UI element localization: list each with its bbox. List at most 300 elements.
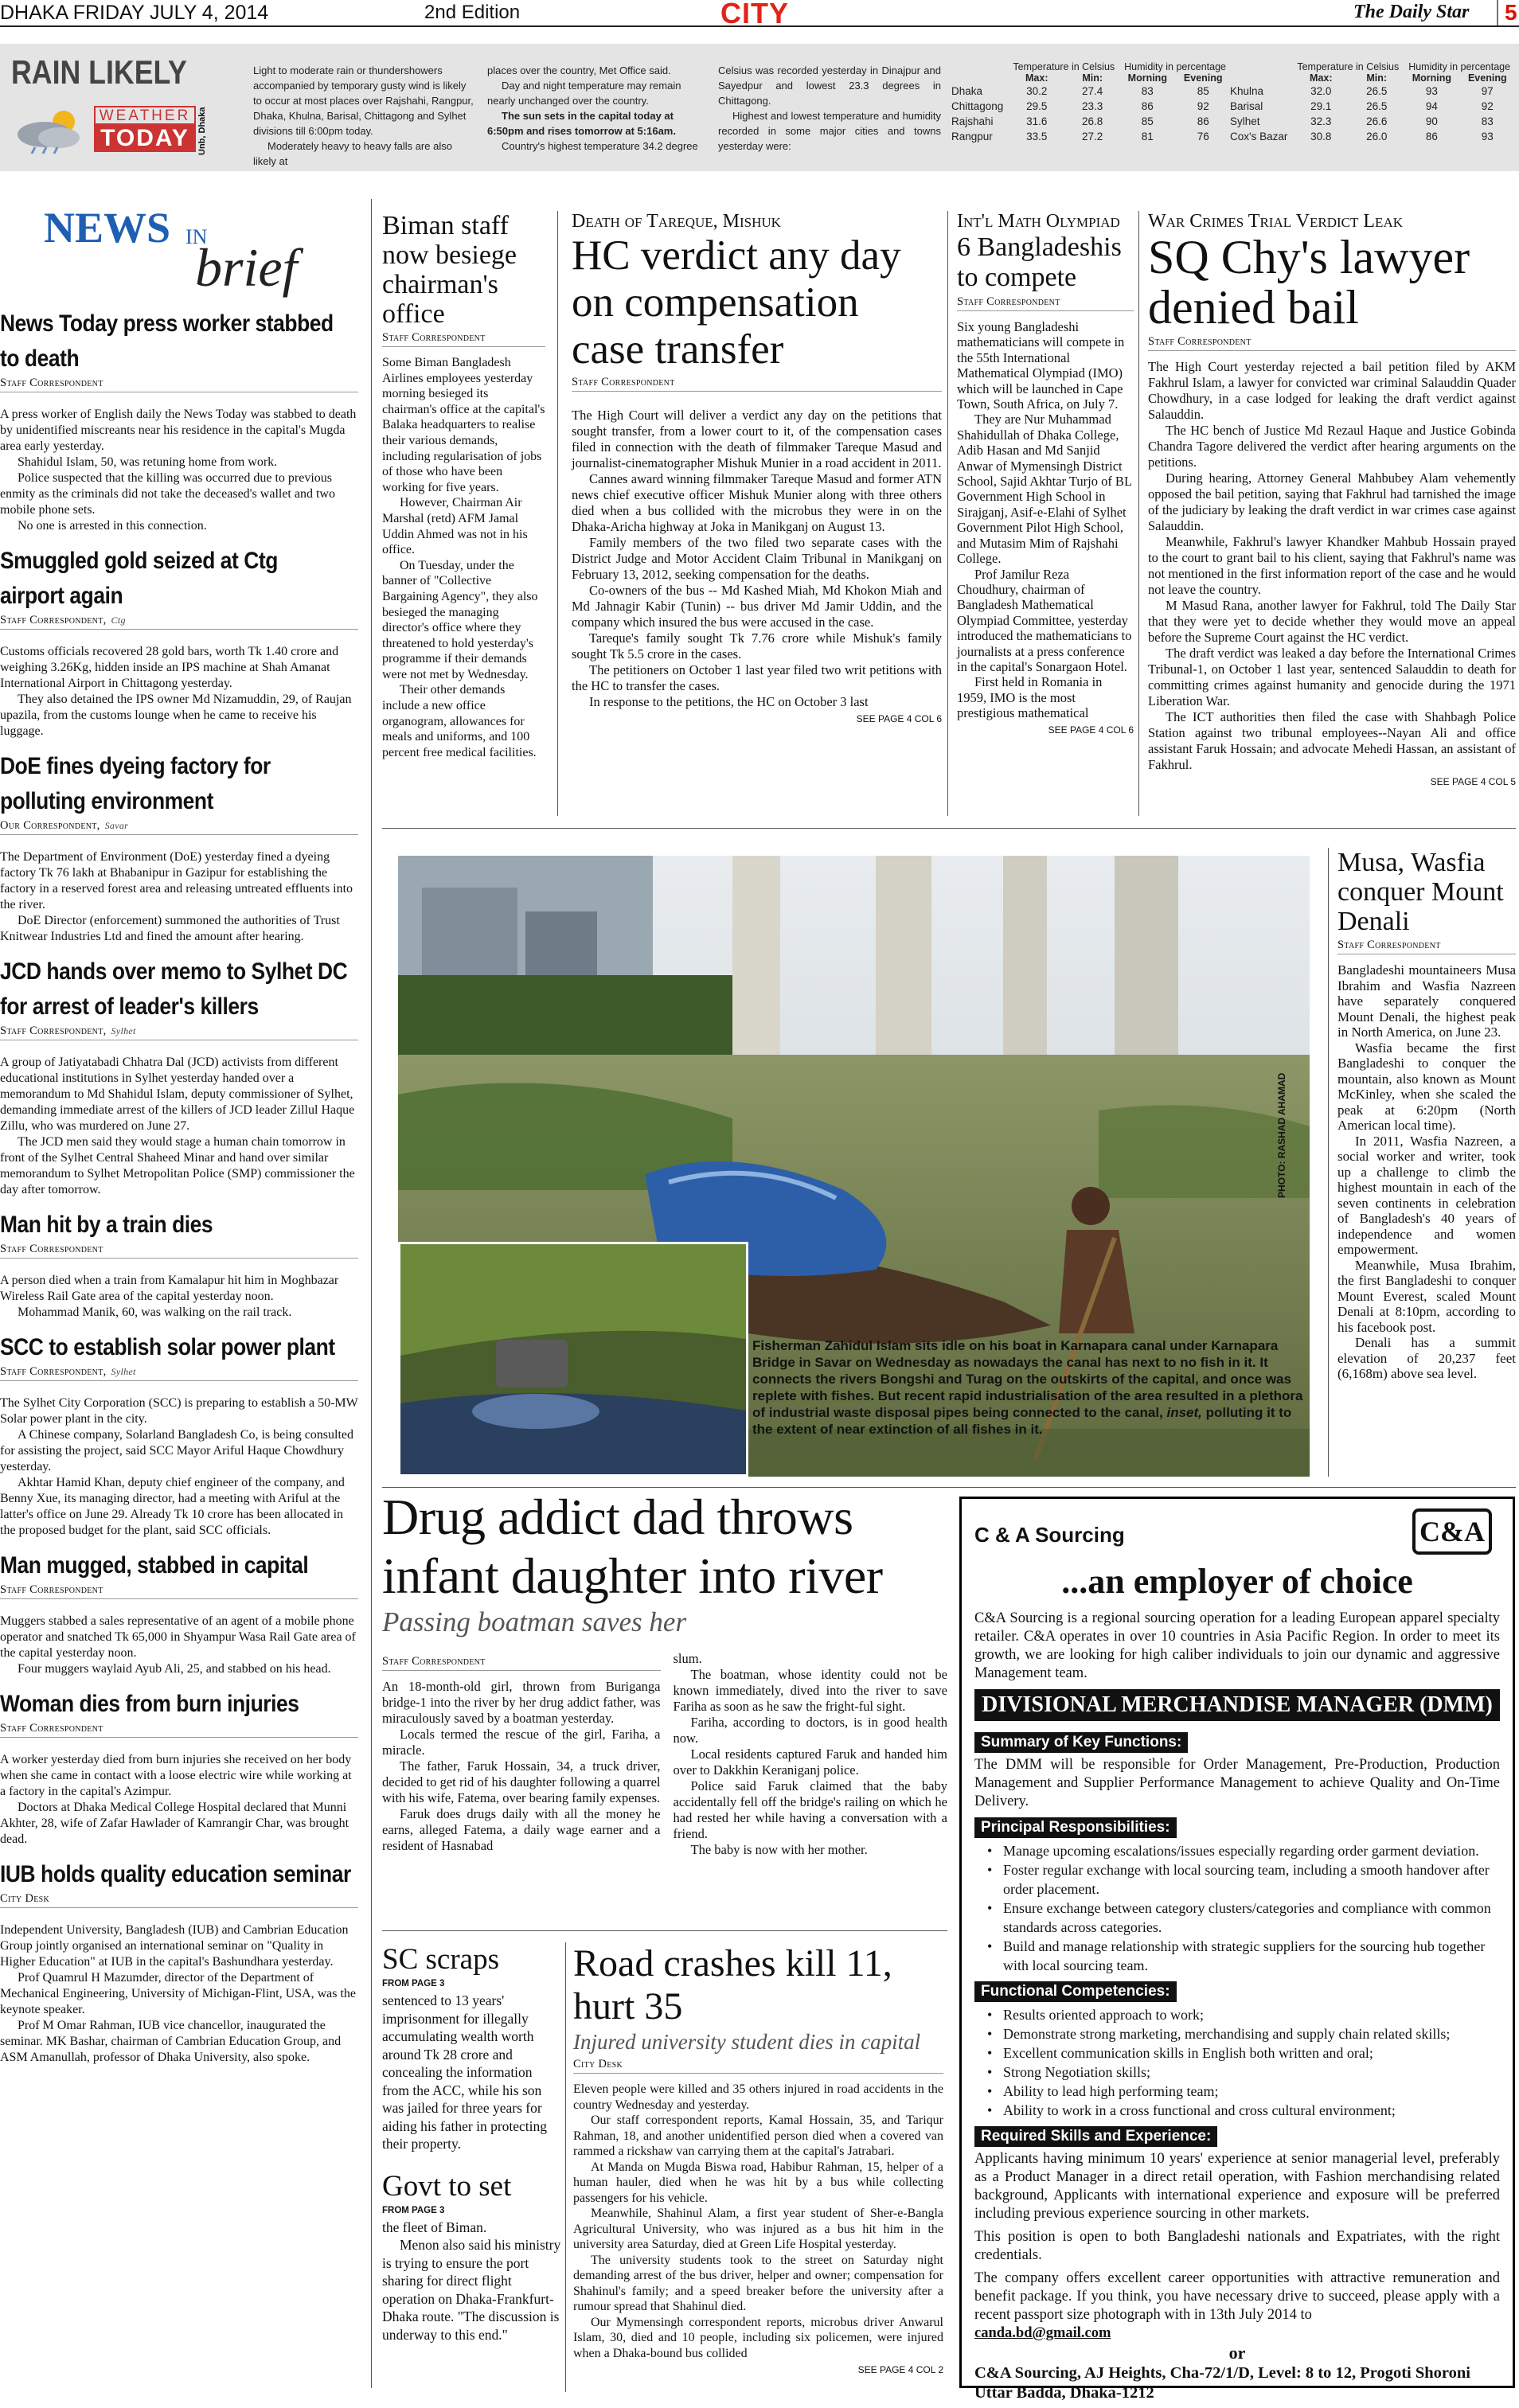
weather-cell-max: 29.5 (1026, 100, 1048, 112)
weather-cell-max: 31.6 (1026, 115, 1048, 127)
caption-inset: inset, (1166, 1405, 1202, 1420)
weather-cell-morning: 90 (1425, 115, 1438, 127)
paragraph: A press worker of English daily the News Today was stabbed to death by unidentified miscreants near his residence in the capital's Mugda area early yesterday. (0, 408, 357, 453)
byline-place: Sylhet (111, 1366, 136, 1377)
headline: Road crashes kill 11, hurt 35 (573, 1942, 892, 2027)
from-page: FROM PAGE 3 (382, 1979, 445, 1988)
byline-text: Staff Correspondent, (0, 614, 107, 626)
weather-cell-min: 27.4 (1082, 85, 1103, 97)
cloud-sun-icon (11, 106, 91, 154)
weather-cell-max: 32.3 (1310, 115, 1332, 127)
weather-cell-max: 30.8 (1310, 131, 1332, 142)
weather-row (951, 99, 1231, 114)
hum-header: Humidity in percentage (1124, 61, 1227, 72)
weather-cell-evening: 97 (1481, 85, 1494, 97)
brief-body (0, 1752, 358, 1848)
paragraph: The Department of Environment (DoE) yesterday fined a dyeing factory Tk 76 lakh at Bhabanipur in Gazipur for establishing the factory in a reserved forest area and releasing untreated effluents into the river. (0, 850, 353, 911)
paragraph: Customs officials recovered 28 gold bars, worth Tk 1.40 crore and weighing 3.26Kg, hidden inside an IPS machine at Shah Amanat International Airport in Chittagong yesterday. (0, 645, 339, 690)
weather-col-2 (487, 63, 706, 154)
paragraph: Wasfia became the first Bangladeshi to conquer the mountain, also known as Mount McKinley, when she scaled the peak at 6:20pm (North American local time). (1337, 1040, 1516, 1133)
ad-section-summary: Summary of Key Functions: (974, 1732, 1188, 1753)
brief-byline (0, 614, 358, 630)
story-body-govt (382, 2219, 561, 2344)
paragraph: Prof Quamrul H Mazumder, director of the Department of Mechanical Engineering, University of Michigan-Flint, USA, was the keynote speaker. (0, 1971, 357, 2016)
weather-row (951, 84, 1231, 99)
max-header: Max: (1025, 72, 1048, 84)
photo-credit: PHOTO: RASHAD AHAMAD (1276, 1072, 1287, 1198)
brief-item (0, 1687, 358, 1848)
byline-text: Staff Correspondent (0, 1722, 103, 1735)
weather-table-1 (951, 61, 1231, 144)
story-hc-verdict (572, 211, 942, 724)
paragraph: Four muggers waylaid Ayub Ali, 25, and stabbed on his head. (18, 1662, 331, 1676)
brief-byline (0, 1024, 358, 1040)
row-rule (382, 828, 1516, 829)
paragraph: A group of Jatiyatabadi Chhatra Dal (JCD) activists from different educational institutions in Sylhet yesterday handed over a memorandum to Md Shahidul Islam, deputy commissioner of Sylhet, demanding immediate arrest of the killers of JCD leader Zillul Haque Zillu, who was murdered on June 27. (0, 1056, 355, 1133)
story-body (572, 408, 942, 710)
weather-text-2a: places over the country, Met Office said. (487, 64, 671, 76)
paragraph: Fariha, according to doctors, is in good health now. (673, 1715, 947, 1746)
weather-cell-min: 23.3 (1082, 100, 1103, 112)
weather-row (1230, 129, 1515, 144)
paragraph: The draft verdict was leaked a day before the International Crimes Tribunal-1, on October 1 last year, sentenced Salauddin to death for committing crimes against humanity and genocide during the 1971 Liberation War. (1148, 646, 1516, 708)
ad-email[interactable]: canda.bd@gmail.com (974, 2325, 1111, 2341)
paragraph: Akhtar Hamid Khan, deputy chief engineer of the company, and Benny Xue, its managing director, had a meeting with Ariful at the latter's office on June 29. Already Tk 10 crore has been allocated in the proposed budget for the plant, said SCC officials. (0, 1476, 345, 1537)
paragraph: They are Nur Muhammad Shahidullah of Dhaka College, Adib Hasan and Md Sanjid Anwar of Mymensingh District School, Sajid Akhtar Turjo of BL Government High School in Sirajganj, Asif-e-Elahi of Sylhet Government Pilot High School, and Mutasim Mim of Rajshahi College. (957, 412, 1132, 567)
paragraph: Our Mymensingh correspondent reports, microbus driver Anwarul Islam, 30, died and 10 people, including six policemen, were injured when a Dhaka-bound bus collided (573, 2315, 943, 2360)
byline-text: Staff Correspondent, (0, 1024, 107, 1037)
ad-intro: C&A Sourcing is a regional sourcing operation for a leading European apparel specialty retailer. C&A operates in over 10 countries in Asia Pacific Region. In order to meet its growth, we are looking for high caliber individuals to join our dynamic and aggressive Management team. (974, 1610, 1500, 1681)
temp-header: Temperature in Celsius (1297, 61, 1400, 72)
paragraph: DoE Director (enforcement) summoned the authorities of Trust Knitwear Industries Ltd and fined the amount after hearing. (0, 914, 340, 943)
edition-label: 2nd Edition (424, 2, 521, 23)
headline-line-2: infant daughter into river (382, 1547, 883, 1604)
paragraph: Police said Faruk claimed that the baby accidentally fell off the bridge's railing on which he had rested her while having a conversation with a friend. (673, 1778, 947, 1841)
paragraph: The HC bench of Justice Md Rezaul Haque and Justice Gobinda Chandra Tagore delivered the verdict after hearing arguments on the petitions. (1148, 423, 1516, 470)
brief-body (0, 644, 358, 740)
brief-body (0, 1273, 358, 1321)
ad-list-item: • Ensure exchange between category clusters/categories and compliance with common standards across categories. (1003, 1899, 1500, 1937)
weather-cell-max: 32.0 (1310, 85, 1332, 97)
brief-headline: Man mugged, stabbed in capital (0, 1552, 309, 1579)
column-rule (557, 211, 558, 816)
weather-text-2b: Day and night temperature may remain nearly unchanged over the country. (487, 80, 681, 107)
ad-address: C&A Sourcing, AJ Heights, Cha-72/1/D, Level: 8 to 12, Progoti Shoroni Uttar Badda, Dhaka-1212 (974, 2364, 1470, 2402)
paragraph: Faruk does drugs daily with all the money he earns, alleged Fatema, a daily wage earner and a resident of Hasnabad (382, 1806, 661, 1853)
ad-summary: The DMM will be responsible for Order Management, Pre-Production, Production Management and Supplier Performance Management to achieve Quality and On-Time Delivery. (974, 1757, 1500, 1809)
story-biman (382, 211, 545, 760)
story-imo (957, 211, 1134, 736)
weather-cell-morning: 86 (1425, 131, 1438, 142)
news-in-brief-column (0, 195, 358, 2392)
ad-open: This position is open to both Bangladeshi nationals and Expatriates, with the right credentials. (974, 2229, 1500, 2263)
paragraph: The Sylhet City Corporation (SCC) is preparing to establish a 50-MW Solar power plant in the city. (0, 1396, 358, 1426)
subheadline: Injured university student dies in capital (573, 2030, 921, 2054)
ad-offer: The company offers excellent career opportunities with attractive remuneration and benefit package. If you think, you have necessary drive to succeed, please apply with a recent passport size photograph with in 13th July 2014 to (974, 2270, 1500, 2323)
weather-row (1230, 99, 1515, 114)
kicker: War Crimes Trial Verdict Leak (1148, 211, 1403, 232)
brief-headline: JCD hands over memo to Sylhet DC (0, 958, 348, 985)
weather-col-1 (253, 63, 476, 169)
paragraph: The petitioners on October 1 last year filed two writ petitions with the HC to transfer the cases. (572, 662, 942, 693)
caption-text-end: polluting it to the extent of near extinction of all fishes in it. (752, 1405, 1292, 1437)
brief-body (0, 1922, 358, 2066)
brief-body (0, 1614, 358, 1677)
column-rule (947, 211, 948, 816)
weather-row (1230, 84, 1515, 99)
weather-source: Unb, Dhaka (197, 107, 207, 155)
brief-item (0, 1208, 358, 1321)
brief-headline: Smuggled gold seized at Ctg (0, 548, 278, 574)
byline-place: Ctg (111, 615, 126, 626)
brief-item (0, 1857, 358, 2066)
story-sc-scraps (382, 1942, 561, 2344)
byline-text: Staff Correspondent (0, 1243, 103, 1255)
paragraph: the fleet of Biman. (382, 2219, 487, 2235)
paragraph: Prof Jamilur Reza Choudhury, chairman of Bangladesh Mathematical Olympiad Committee, yesterday introduced the mathematicians to journalists at a press conference in the capital's Sonargaon Hotel. (957, 566, 1132, 674)
brief-headline: DoE fines dyeing factory for (0, 753, 271, 779)
paragraph: Meanwhile, Fakhrul's lawyer Khandker Mahbub Hossain prayed to the court to grant bail to his client, saying that Fakhrul's name was not mentioned in the first information report of the case and he would not leave the country. (1148, 534, 1516, 597)
weather-cell-morning: 86 (1141, 100, 1154, 112)
kicker: Death of Tareque, Mishuk (572, 211, 781, 232)
from-page: FROM PAGE 3 (382, 2205, 445, 2215)
byline: Staff Correspondent (957, 295, 1134, 311)
morning-header: Morning (1127, 72, 1167, 84)
story-road-crashes (573, 1942, 943, 2375)
headline: SQ Chy's lawyer denied bail (1148, 231, 1470, 334)
weather-cell-evening: 86 (1197, 115, 1209, 127)
paper-logo: The Daily Star (1353, 2, 1470, 22)
paragraph: Muggers stabbed a sales representative of an agent of a mobile phone operator and snatched Tk 65,000 in Shyampur Wasa Rail Gate area of the capital yesterday noon. (0, 1614, 356, 1660)
ad-section-comp: Functional Competencies: (974, 1981, 1177, 2002)
weather-text-2d: Country's highest temperature 34.2 degree (502, 140, 698, 152)
brief-headline: Woman dies from burn injuries (0, 1691, 299, 1717)
weather-logo (11, 106, 218, 154)
weather-cell-min: 26.5 (1366, 85, 1388, 97)
brief-headline-line-2: polluting environment (0, 788, 213, 814)
ad-list-item: • Excellent communication skills in English both written and oral; (1003, 2043, 1500, 2063)
ad-list-item: • Demonstrate strong marketing, merchandising and supply chain related skills; (1003, 2024, 1500, 2043)
column-rule (1138, 211, 1139, 816)
paragraph: Tareque's family sought Tk 7.76 crore while Mishuk's family sought Tk 5.5 crore in the cases. (572, 630, 942, 662)
paragraph: Eleven people were killed and 35 others injured in road accidents in the country Wednesday and yesterday. (573, 2082, 943, 2112)
brief-byline (0, 1365, 358, 1381)
weather-cell-city: Khulna (1230, 85, 1264, 97)
subheadline: Passing boatman saves her (382, 1606, 687, 1637)
weather-cell-max: 33.5 (1026, 131, 1048, 142)
headline-govt: Govt to set (382, 2169, 512, 2203)
paragraph: The ICT authorities then filed the case with Shahbagh Police Station against two tribunal employees--Nayan Ali and office assistant Faruk Hossain; and advocate Mehedi Hassan, an assistant of Fakhrul. (1148, 709, 1516, 772)
weather-cell-evening: 83 (1481, 115, 1494, 127)
weather-cell-city: Rangpur (951, 131, 993, 142)
page-number: 5 (1497, 0, 1517, 25)
ad-section-resp: Principal Responsibilities: (974, 1817, 1177, 1838)
weather-cell-evening: 92 (1197, 100, 1209, 112)
weather-cell-city: Cox's Bazar (1230, 131, 1288, 142)
brief-item (0, 1548, 358, 1677)
brief-item (0, 1330, 358, 1539)
weather-cell-evening: 92 (1481, 100, 1494, 112)
caption-text: Fisherman Zahidul Islam sits idle on his boat in Karnapara canal under Karnapara Bridge in Savar on Wednesday as nowadays the canal has next to no fish in it. It connects the rivers Bongshi and Turag on the outskirts of the capital, and once was replete with fishes. But recent rapid industrialisation of the area resulted in a plethora of industrial waste disposal pipes being connected to the canal, (752, 1338, 1303, 1420)
paragraph: sentenced to 13 years' imprisonment for illegally accumulating wealth worth around Tk 28 crore and concealing the information from the ACC, while his son was jailed for three years for aiding his father in protecting their property. (382, 1992, 548, 2152)
story-body (382, 355, 545, 760)
paragraph: M Masud Rana, another lawyer for Fakhrul, told The Daily Star that they were yet to decide whether they would move an appeal before the Supreme Court against the HC verdict. (1148, 598, 1516, 645)
weather-cell-morning: 83 (1141, 85, 1154, 97)
paragraph: The High Court will deliver a verdict any day on the petitions that sought transfer, from a lower court to it, of the compensation cases filed in connection with the death of filmmaker Tareque Masud and journalist-cinematographer Mishuk Munier in a road accident in 2011. (572, 408, 942, 470)
story-body (1337, 962, 1516, 1382)
paragraph: Local residents captured Faruk and handed him over to Dakkhin Keraniganj police. (673, 1746, 947, 1778)
weather-cell-max: 29.1 (1310, 100, 1332, 112)
ad-tagline: ...an employer of choice (1061, 1562, 1413, 1601)
weather-cell-morning: 94 (1425, 100, 1438, 112)
paragraph: On Tuesday, under the banner of "Collective Bargaining Agency", they also besieged the managing director's office where they threatened to hold yesterday's programme if their demands were not met by Wednesday. (382, 558, 538, 681)
byline-text: Staff Correspondent (0, 377, 103, 389)
column-rule (1328, 848, 1329, 1477)
ad-position: DIVISIONAL MERCHANDISE MANAGER (DMM) (974, 1689, 1500, 1721)
weather-text-3b: Highest and lowest temperature and humidity recorded in some major cities and towns yesterday were: (718, 110, 941, 152)
paragraph: An 18-month-old girl, thrown from Buriganga bridge-1 into the river by her drug addict father, was miraculously saved by a boatman yesterday. (382, 1679, 661, 1726)
ad-list-item: • Ability to lead high performing team; (1003, 2082, 1500, 2101)
paragraph: Shahidul Islam, 50, was retuning home from work. (18, 455, 278, 469)
weather-box (0, 44, 1519, 171)
temp-header: Temperature in Celsius (1013, 61, 1115, 72)
headline: Musa, Wasfia conquer Mount Denali (1337, 848, 1504, 936)
byline: Staff Correspondent (382, 331, 545, 347)
weather-cell-min: 27.2 (1082, 131, 1103, 142)
column-rule (371, 199, 372, 2388)
weather-cell-city: Rajshahi (951, 115, 994, 127)
paragraph: Their other demands include a new office organogram, allowances for meals and uniforms, and 100 percent free medical facilities. (382, 683, 537, 759)
story-body-left (382, 1679, 661, 1854)
paragraph: During hearing, Attorney General Mahbubey Alam vehemently opposed the bail petition, saying that Fakhrul had tarnished the image of the judiciary by leaking the draft verdict in war crimes case against Salauddin. (1148, 470, 1516, 533)
paragraph: Family members of the two filed two separate cases with the District Judge and Motor Accident Claim Tribunal in Manikganj on February 13, 2012, seeking compensation for the deaths. (572, 535, 942, 582)
photo-caption (752, 1337, 1310, 1438)
paragraph: slum. (673, 1651, 702, 1666)
issue-date: DHAKA FRIDAY JULY 4, 2014 (0, 2, 269, 24)
evening-header: Evening (1467, 72, 1507, 84)
ad-list-item: • Strong Negotiation skills; (1003, 2063, 1500, 2082)
paragraph: A Chinese company, Solarland Bangladesh Co, is being consulted for assisting the project, said SCC Mayor Ariful Haque Chowdhury yesterday. (0, 1428, 354, 1473)
brief-body (0, 849, 358, 945)
ca-sourcing-ad (959, 1497, 1515, 2402)
ad-list-item: • Results oriented approach to work; (1003, 2005, 1500, 2024)
brief-item (0, 544, 358, 740)
weather-col-3 (718, 63, 941, 154)
inset-photo (398, 1242, 748, 1477)
paragraph: The university students took to the street on Saturday night demanding arrest of the bus driver, helper and owner; compensation for Shahinul's family; and a speed breaker before the university after a rumour spread that Shahinul died. (573, 2253, 943, 2313)
ad-list-item: • Manage upcoming escalations/issues especially regarding order garment deviation. (1003, 1841, 1500, 1860)
paragraph: Our staff correspondent reports, Kamal Hossain, 35, and Tariqur Rahman, 18, and another unidentified person died when a covered van rammed a rickshaw van carrying them at the capital's Jatrabari. (573, 2113, 943, 2158)
paragraph: Menon also said his ministry is trying to ensure the port sharing for direct flight operation on Dhaka-Frankfurt-Dhaka route. "The discussion is underway to this end." (382, 2237, 561, 2343)
ad-or: or (1228, 2343, 1246, 2363)
byline: Staff Correspondent (1148, 335, 1516, 351)
paragraph: Independent University, Bangladesh (IUB) and Cambrian Education Group jointly organised an international seminar on "Quality in Higher Education" at IUB in the capital's Bashundhara yesterday. (0, 1923, 349, 1969)
weather-text-1b: Moderately heavy to heavy falls are also likely at (253, 140, 452, 167)
headline-line-1: Drug addict dad throws (382, 1489, 853, 1545)
brief-headline: SCC to establish solar power plant (0, 1334, 335, 1360)
weather-cell-min: 26.5 (1366, 100, 1388, 112)
brief-body (0, 407, 358, 534)
paragraph: First held in Romania in 1959, IMO is the most prestigious mathematical (957, 674, 1103, 721)
weather-cell-city: Sylhet (1230, 115, 1260, 127)
headline: HC verdict any day on compensation case transfer (572, 232, 901, 373)
byline: City Desk (573, 2058, 943, 2074)
max-header: Max: (1310, 72, 1333, 84)
morning-header: Morning (1412, 72, 1451, 84)
kicker: Int'l Math Olympiad (957, 211, 1120, 232)
brief-byline (0, 1583, 358, 1599)
byline-text: City Desk (0, 1892, 50, 1905)
weather-cell-evening: 93 (1481, 131, 1494, 142)
min-header: Min: (1366, 72, 1388, 84)
story-body (382, 1992, 561, 2153)
weather-cell-city: Dhaka (951, 85, 983, 97)
paragraph: Six young Bangladeshi mathematicians will compete in the 55th International Mathematical Olympiad (IMO) which will be launched in Cape Town, South Africa, on July 7. (957, 319, 1125, 412)
weather-row (951, 129, 1231, 144)
paragraph: At Manda on Mugda Biswa road, Habibur Rahman, 15, helper of a human hauler, died when he was hit by a bus while collecting passengers for his vehicle. (573, 2160, 943, 2205)
headline: 6 Bangladeshis to compete (957, 232, 1122, 292)
ca-logo: C&A (1412, 1508, 1492, 1555)
ad-section-req: Required Skills and Experience: (974, 2126, 1217, 2147)
story-sq-chy (1148, 211, 1516, 787)
byline: Staff Correspondent (382, 1655, 661, 1671)
paragraph: In response to the petitions, the HC on October 3 last (589, 694, 869, 709)
weather-cell-evening: 76 (1197, 131, 1209, 142)
continued: SEE PAGE 4 COL 5 (1430, 776, 1516, 787)
weather-cell-morning: 85 (1141, 115, 1154, 127)
paragraph: Locals termed the rescue of the girl, Fariha, a miracle. (382, 1727, 661, 1758)
paragraph: Bangladeshi mountaineers Musa Ibrahim and Wasfia Nazreen have separately conquered Mount Denali, the highest peak in North America, on June 23. (1337, 962, 1516, 1040)
brief-headline: IUB holds quality education seminar (0, 1861, 351, 1887)
paragraph: Denali has a summit elevation of 20,237 feet (6,168m) above sea level. (1337, 1335, 1516, 1381)
paragraph: The baby is now with her mother. (690, 1842, 868, 1857)
nib-brief: brief (195, 237, 298, 298)
paragraph: Co-owners of the bus -- Md Kashed Miah, Md Khokon Miah and Md Jahnagir Kabir (Tunin) -- bus driver Md Jamir Uddin, and the company which insured the bus were accused in the case. (572, 583, 942, 630)
brief-body (0, 1395, 358, 1539)
paragraph: Police suspected that the killing was occurred due to previous enmity as the criminals did not take the deceased's wallet and two mobile phone sets. (0, 471, 335, 517)
paragraph: A person died when a train from Kamalapur hit him in Moghbazar Wireless Rail Gate area of the capital yesterday noon. (0, 1274, 339, 1303)
ad-resp-list (974, 1841, 1500, 1975)
byline-place: Savar (104, 820, 129, 831)
nib-news: NEWS (44, 204, 171, 252)
column-rule (565, 1942, 566, 2392)
weather-table-2 (1230, 61, 1515, 144)
brief-item (0, 306, 358, 534)
weather-cell-city: Barisal (1230, 100, 1263, 112)
weather-cell-min: 26.0 (1366, 131, 1388, 142)
byline: Staff Correspondent (1337, 939, 1516, 954)
story-body (573, 2082, 943, 2361)
weather-cell-min: 26.8 (1082, 115, 1103, 127)
brief-headline-line-2: airport again (0, 583, 123, 609)
brief-headline-line-2: to death (0, 345, 80, 372)
paragraph: Meanwhile, Shahinul Alam, a first year student of Sher-e-Bangla Agricultural University, who was injured as a bus hit him in the university area Saturday, died at Green Life Hospital yesterday. (573, 2207, 943, 2251)
ad-req: Applicants having minimum 10 years' experience at senior managerial level, preferably as a Product Manager in a direct retail operation, with Fashion merchandising related background, Applicants with international experience and exposure will be preferred including previous experience sourcing in other markets. (974, 2151, 1500, 2222)
paragraph: Some Biman Bangladesh Airlines employees yesterday morning besieged its chairman's office at the capital's Balaka headquarters to realise their various demands, including regularisation of jobs of those who have been working for five years. (382, 356, 545, 494)
hum-header: Humidity in percentage (1408, 61, 1511, 72)
headline: SC scraps (382, 1943, 499, 1976)
paragraph: Prof M Omar Rahman, IUB vice chancellor, inaugurated the seminar. MK Bashar, chairman of Cambrian Education Group, and ASM Amanullah, professor of Dhaka University, also spoke. (0, 2019, 342, 2064)
paragraph: Meanwhile, Musa Ibrahim, the first Bangladeshi to conquer Mount Everest, scaled Mount Denali at 8:10pm, according to his facebook post. (1337, 1257, 1516, 1335)
paragraph: A worker yesterday died from burn injuries she received on her body when she came in contact with a loose electric wire while working at a factory in the capital's Azimpur. (0, 1753, 352, 1798)
paragraph: The boatman, whose identity could not be known immediately, dived into the river to save Fariha as soon as he saw the fright-ful sight. (673, 1667, 947, 1714)
byline-place: Sylhet (111, 1025, 136, 1036)
masthead-bar (0, 0, 1519, 27)
story-body (1148, 359, 1516, 773)
brief-headline: Man hit by a train dies (0, 1212, 213, 1238)
min-header: Min: (1082, 72, 1103, 84)
weather-cell-morning: 81 (1141, 131, 1154, 142)
paragraph: However, Chairman Air Marshal (retd) AFM Jamal Uddin Ahmed was not in his office. (382, 496, 528, 557)
weather-title: RAIN LIKELY (11, 53, 187, 91)
paragraph: No one is arrested in this connection. (18, 519, 207, 533)
byline: Staff Correspondent (572, 376, 942, 392)
paragraph: The JCD men said they would stage a human chain tomorrow in front of the Sylhet Central Shaheed Minar and hand over similar memorandum to Sylhet Metropolitan Police (SMP) commissioner the day after tomorrow. (0, 1135, 355, 1196)
evening-header: Evening (1183, 72, 1223, 84)
continued: SEE PAGE 4 COL 2 (857, 2364, 943, 2375)
story-body (957, 319, 1134, 721)
brief-byline (0, 1722, 358, 1738)
brief-byline (0, 819, 358, 835)
brief-headline-line-2: for arrest of leader's killers (0, 993, 259, 1020)
story-denali (1337, 848, 1516, 1382)
weather-text-2c: The sun sets in the capital today at 6:50pm and rises tomorrow at 5:16am. (487, 110, 676, 137)
weather-cell-city: Chittagong (951, 100, 1004, 112)
paragraph: Cannes award winning filmmaker Tareque Masud and former ATN news chief executive officer Mishuk Munier along with three others died when a bus collided with the microbus they were in on the Dhaka-Aricha highway at Joka in Manikganj on August 13. (572, 471, 942, 534)
weather-logo-bottom: TODAY (94, 125, 196, 152)
waste-pipes-photo (400, 1244, 748, 1477)
weather-row (1230, 114, 1515, 129)
ad-list-item: • Foster regular exchange with local sourcing team, including a smooth handover after order placement. (1003, 1860, 1500, 1899)
nib-list (0, 306, 358, 2066)
paragraph: Mohammad Manik, 60, was walking on the rail track. (18, 1305, 292, 1319)
headline: Biman staff now besiege chairman's office (382, 211, 517, 329)
ad-list-item: • Ability to work in a cross functional and cross cultural environment; (1003, 2101, 1500, 2120)
byline-text: Staff Correspondent (0, 1583, 103, 1596)
ad-list-item: • Build and manage relationship with strategic suppliers for the sourcing hub together with local sourcing team. (1003, 1937, 1500, 1975)
nib-in: IN (185, 225, 208, 248)
weather-row (951, 114, 1231, 129)
nib-header (0, 195, 358, 306)
weather-text-1: Light to moderate rain or thundershowers accompanied by temporary gusty wind is likely to occur at most places over Rajshahi, Rangpur, Dhaka, Khulna, Barisal, Chittagong and Sylhet divisions till 6:00pm today. (253, 64, 474, 137)
continued: SEE PAGE 4 COL 6 (1048, 724, 1134, 736)
story-body-right (674, 1651, 948, 1858)
paragraph: Doctors at Dhaka Medical College Hospital declared that Munni Akhter, 28, wife of Zafar Hawlader of Kamrangir Char, was brought dead. (0, 1801, 349, 1846)
paragraph: The High Court yesterday rejected a bail petition filed by AKM Fakhrul Islam, a lawyer for convicted war criminal Salauddin Quader Chowdhury, in a case lodged for leaking the draft verdict against Salauddin. (1148, 359, 1516, 422)
brief-item (0, 749, 358, 945)
paragraph: They also detained the IPS owner Md Nizamuddin, 29, of Raujan upazila, from the customs lounge when he came to receive his luggage. (0, 693, 352, 738)
story-drug-addict (382, 1487, 947, 1858)
row-rule (382, 1930, 947, 1931)
brief-item (0, 954, 358, 1198)
brief-byline (0, 1892, 358, 1908)
weather-logo-top: WEATHER (94, 106, 196, 125)
section-name: CITY (720, 0, 790, 29)
paragraph: The father, Faruk Hossain, 34, a truck driver, decided to get rid of his daughter following a quarrel with his wife, Fatema, over bearing family expenses. (382, 1758, 661, 1805)
weather-text-3a: Celsius was recorded yesterday in Dinajpur and Sayedpur and lowest 23.3 degrees in Chittagong. (718, 64, 941, 107)
byline-text: Staff Correspondent, (0, 1365, 107, 1378)
brief-byline (0, 377, 358, 392)
brief-byline (0, 1243, 358, 1259)
continued: SEE PAGE 4 COL 6 (856, 713, 942, 724)
weather-cell-evening: 85 (1197, 85, 1209, 97)
ad-comp-list (974, 2005, 1500, 2120)
byline-text: Our Correspondent, (0, 819, 100, 832)
ad-company: C & A Sourcing (974, 1523, 1125, 1547)
weather-cell-min: 26.6 (1366, 115, 1388, 127)
weather-cell-max: 30.2 (1026, 85, 1048, 97)
brief-headline: News Today press worker stabbed (0, 310, 334, 337)
